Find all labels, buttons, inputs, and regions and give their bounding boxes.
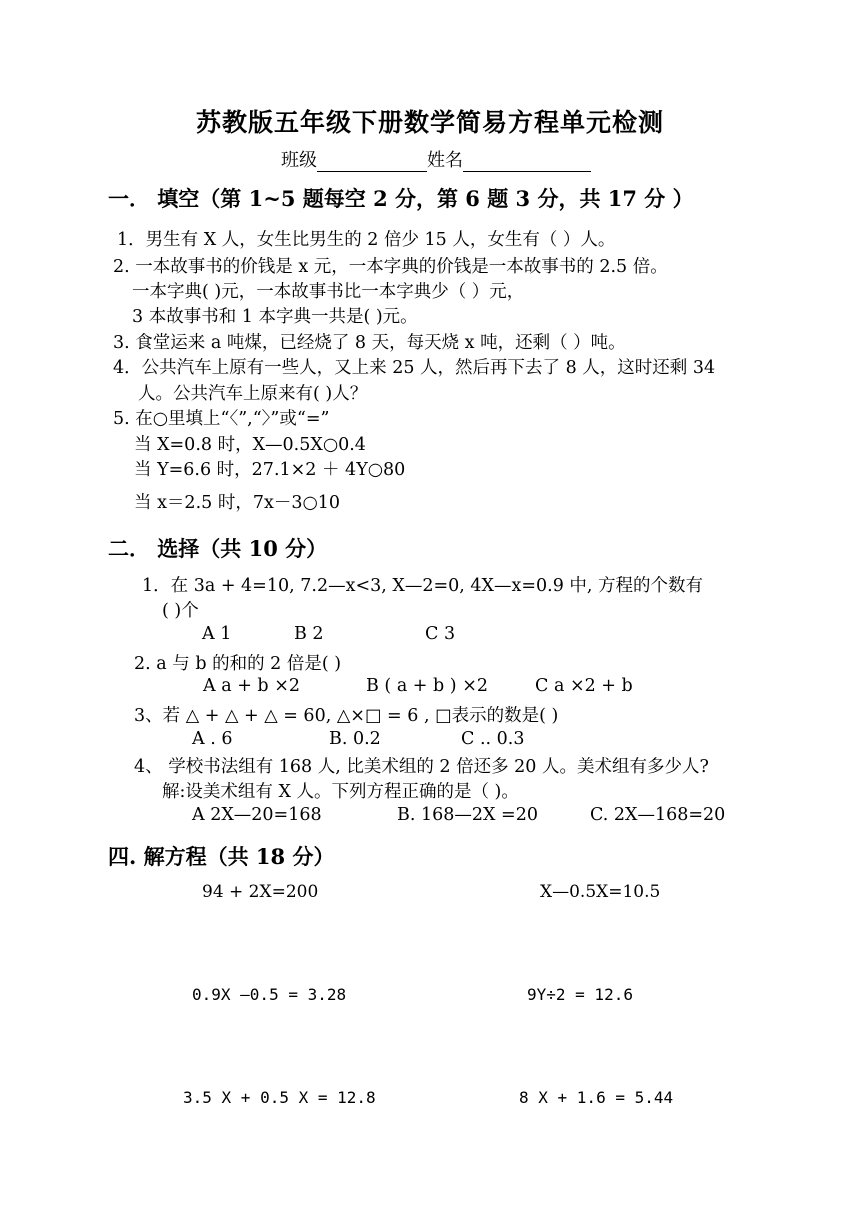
equation-6: 8 X + 1.6 = 5.44: [519, 1088, 674, 1107]
option-2-1-c: C 3: [425, 624, 456, 644]
name-blank: [463, 152, 591, 172]
question-1-5a: 当 X=0.8 时，X—0.5X○0.4: [134, 435, 366, 455]
option-2-4-a: A 2X—20=168: [192, 805, 322, 825]
page-title: 苏教版五年级下册数学简易方程单元检测: [195, 108, 664, 137]
option-2-3-b: B. 0.2: [329, 729, 381, 749]
option-2-3-a: A . 6: [192, 729, 233, 749]
equation-4: 9Y÷2 = 12.6: [527, 985, 633, 1004]
question-2-1a: 1．在 3a + 4=10, 7.2—x<3, X—2=0, 4X—x=0.9 中, 方程的个数有: [142, 576, 704, 596]
section2-title: 二． 选择（共 10 分）: [108, 536, 328, 561]
option-2-4-c: C. 2X—168=20: [590, 805, 726, 825]
equation-1: 94 + 2X=200: [202, 882, 319, 902]
question-1-2b: 一本字典( )元，一本故事书比一本字典少（ ）元，: [132, 282, 525, 302]
question-2-3: 3、若 △ + △ + △ = 60, △×□ = 6 , □表示的数是( ): [134, 706, 559, 726]
section1-title: 一． 填空（第 1~5 题每空 2 分，第 6 题 3 分，共 17 分 ）: [108, 186, 694, 211]
option-2-2-b: B ( a + b ) ×2: [366, 676, 488, 696]
class-label: 班级: [281, 150, 317, 171]
question-1-5: 5. 在○里填上“〈”,“〉”或“=”: [113, 409, 330, 429]
question-2-1b: ( )个: [162, 601, 199, 621]
student-info: [281, 146, 591, 172]
option-2-3-c: C .. 0.3: [461, 729, 525, 749]
option-2-1-b: B 2: [294, 624, 324, 644]
question-1-5c: 当 x＝2.5 时，7x－3○10: [134, 493, 341, 513]
question-2-2: 2. a 与 b 的和的 2 倍是( ): [134, 654, 342, 674]
question-1-1: 1．男生有 X 人，女生比男生的 2 倍少 15 人，女生有（ ）人。: [117, 230, 616, 250]
question-1-3: 3. 食堂运来 a 吨煤，已经烧了 8 天，每天烧 x 吨，还剩（ ）吨。: [113, 333, 626, 353]
equation-3: 0.9X —0.5 = 3.28: [192, 985, 347, 1004]
question-1-2a: 2. 一本故事书的价钱是 x 元，一本字典的价钱是一本故事书的 2.5 倍。: [113, 257, 668, 277]
option-2-2-c: C a ×2 + b: [535, 676, 633, 696]
question-1-5b: 当 Y=6.6 时，27.1×2 ＋ 4Y○80: [134, 460, 406, 480]
equation-2: X—0.5X=10.5: [540, 882, 661, 902]
name-label: 姓名: [427, 150, 463, 171]
question-1-4a: 4．公共汽车上原有一些人，又上来 25 人，然后再下去了 8 人，这时还剩 34: [113, 358, 716, 378]
section4-title: 四. 解方程（共 18 分）: [108, 844, 335, 869]
option-2-1-a: A 1: [202, 624, 232, 644]
question-2-4a: 4、 学校书法组有 168 人, 比美术组的 2 倍还多 20 人。美术组有多少人?: [134, 757, 709, 777]
question-1-4b: 人。公共汽车上原来有( )人？: [138, 384, 368, 404]
option-2-4-b: B. 168—2X =20: [397, 805, 538, 825]
option-2-2-a: A a + b ×2: [203, 676, 300, 696]
class-blank: [317, 152, 427, 172]
question-2-4b: 解:设美术组有 X 人。下列方程正确的是（ )。: [162, 782, 519, 802]
question-1-2c: 3 本故事书和 1 本字典一共是( )元。: [132, 307, 418, 327]
equation-5: 3.5 X + 0.5 X = 12.8: [183, 1088, 376, 1107]
